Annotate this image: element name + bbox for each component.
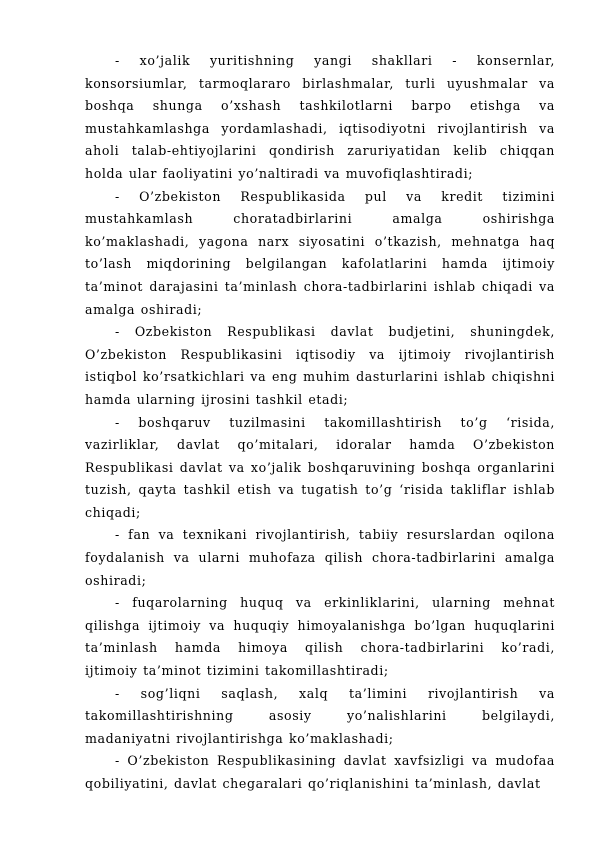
paragraph-economic-forms: - xo’jalik yuritishning yangi shakllari - konsernlar, konsorsiumlar, tarmoqlararo birlashmalar, turli uyushmalar va boshqa shunga o’xshash tashkilotlarni barpo etishga va mustahkamlashga yordamlashadi, iqtisodiyotni rivojlantirish va aholi talab-ehtiyojlarini qondirish zaruriyatidan kelib chiqqan holda ular faoliyatini yo’naltiradi va muvofiqlashtiradi; [85,53,555,181]
document-body [85,50,555,796]
paragraph-science-technology: - fan va texnikani rivojlantirish, tabiiy resurslardan oqilona foydalanish va ularni muhofaza qilish chora-tadbirlarini amalga oshiradi; [85,527,555,588]
paragraph-state-security: - O’zbekiston Respublikasining davlat xavfsizligi va mudofaa qobiliyatini, davlat chegaralari qo’riqlanishini ta’minlash, davlat [85,753,555,791]
paragraph-citizen-rights: - fuqarolarning huquq va erkinliklarini, ularning mehnat qilishga ijtimoiy va huquqiy himoyalanishga bo’lgan huquqlarini ta’minlash hamda himoya qilish chora-tadbirlarini ko’radi, ijtimoiy ta’minot tizimini takomillashtiradi; [85,595,555,679]
paragraph-health-education: - sog’liqni saqlash, xalq ta’limini rivojlantirish va takomillashtirishning asosiy yo’nalishlarini belgilaydi, madaniyatni rivojlantirishga ko’maklashadi; [85,685,555,746]
paragraph-monetary-policy: - O’zbekiston Respublikasida pul va kredit tizimini mustahkamlash choratadbirlarini amalga oshirishga ko’maklashadi, yagona narx siyosatini o’tkazish, mehnatga haq to’lash miqdorining belgilangan kafolatlarini hamda ijtimoiy ta’minot darajasini ta’minlash chora-tadbirlarini ishlab chiqadi va amalga oshiradi; [85,188,555,317]
paragraph-state-budget: - Ozbekiston Respublikasi davlat budjetini, shuningdek, O’zbekiston Respublikasini iqtisodiy va ijtimoiy rivojlantirish istiqbol ko’rsatkichlari va eng muhim dasturlarini ishlab chiqishni hamda ularning ijrosini tashkil etadi; [85,324,555,407]
paragraph-management-structure: - boshqaruv tuzilmasini takomillashtirish to’g ‘risida, vazirliklar, davlat qo’mitalari, idoralar hamda O’zbekiston Respublikasi davlat va xo’jalik boshqaruvining boshqa organlarini tuzish, qayta tashkil etish va tugatish to’g ‘risida takliflar ishlab chiqadi; [85,414,555,520]
